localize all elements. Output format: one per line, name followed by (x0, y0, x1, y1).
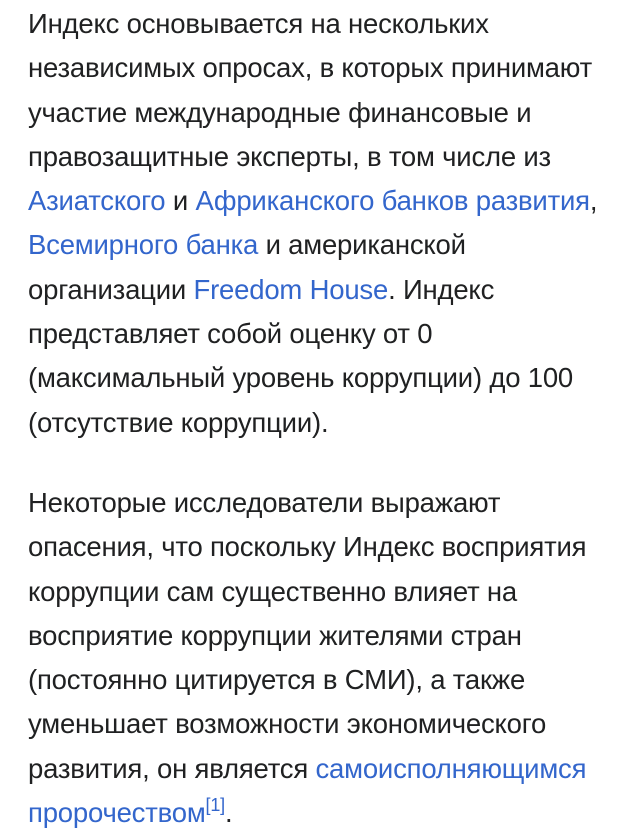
article-body (28, 2, 628, 835)
paragraph-criticism (28, 481, 628, 835)
link-freedom-house[interactable]: Freedom House (193, 273, 389, 305)
paragraph-text: Некоторые исследователи выражают опасения, что поскольку Индекс восприятия коррупции сам существенно влияет на восприятие коррупции жителями стран (постоянно цитируется в СМИ), а также уменьшает возможности экономического развития, он является (28, 486, 587, 784)
paragraph-text: и (165, 185, 196, 217)
link-african-development-bank[interactable]: Африканского банков развития (195, 185, 590, 217)
paragraph-text: и американской организации (28, 229, 466, 305)
paragraph-text: Индекс основывается на нескольких независимых опросах, в которых принимают участие международные финансовые и правозащитные эксперты, в том числе из (28, 8, 592, 172)
reference-link-1[interactable]: [1] (205, 795, 225, 816)
paragraph-text: . (224, 797, 233, 829)
link-world-bank[interactable]: Всемирного банка (28, 229, 259, 261)
paragraph-index-description (28, 2, 628, 445)
link-self-fulfilling-prophecy[interactable]: самоисполняющимся пророчеством (28, 752, 587, 829)
paragraph-text: . Индекс представляет собой оценку от 0 (максимальный уровень коррупции) до 100 (отсутствие коррупции). (28, 273, 574, 438)
paragraph-text: , (589, 185, 598, 217)
link-asian-development-bank[interactable]: Азиатского (28, 185, 166, 217)
